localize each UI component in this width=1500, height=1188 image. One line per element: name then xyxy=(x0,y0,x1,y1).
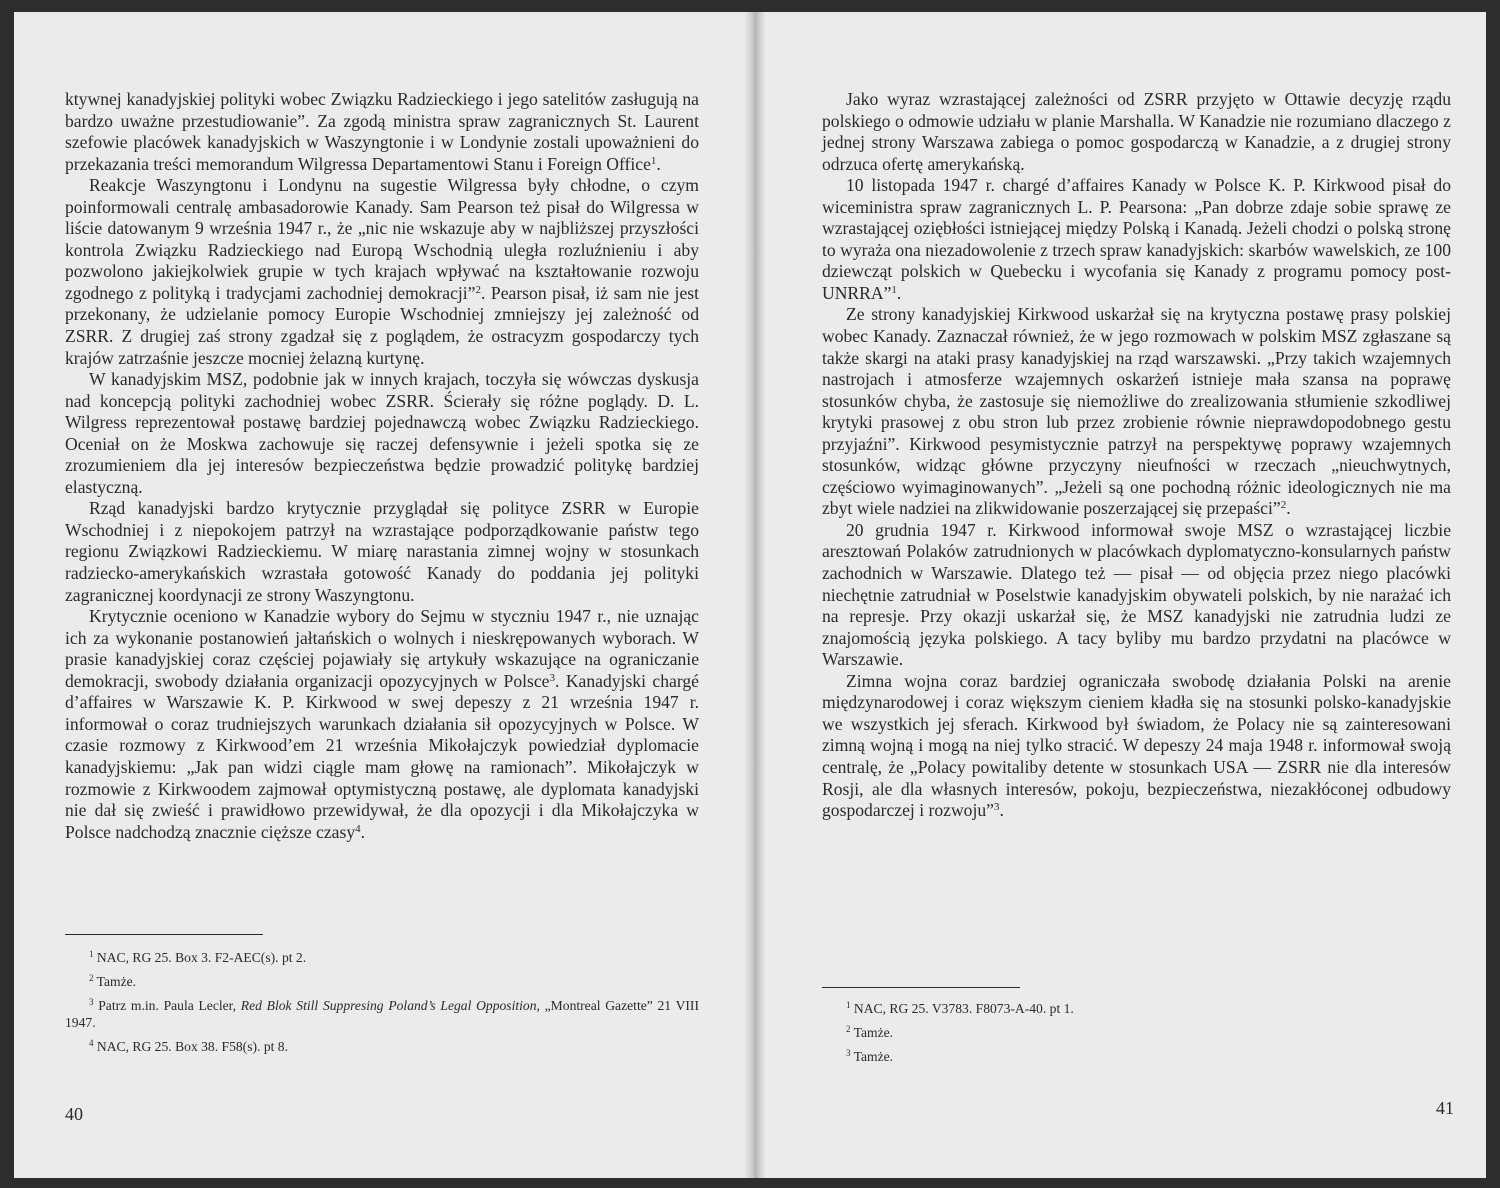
footnote: $^3$ Patrz m.in. Paula Lecler, Red Blok Still Suppresing Poland’s Legal Opposition, „Montreal Gazette” 21 VIII 1947. xyxy=(65,997,699,1030)
right-footnotes xyxy=(822,1000,1222,1072)
paragraph: Ze strony kanadyjskiej Kirkwood uskarżał się na krytyczna postawę prasy polskiej wobec Kanady. Zaznaczał również, że w jego rozmowach w polskim MSZ zgłaszane są także skargi na ataki prasy kanadyjskiej na rząd warszawski. „Przy takich wzajemnych nastrojach i atmosferze wzajemnych oskarżeń istnieje mała szansa na poprawę stosunków chyba, że zastosuje się niemożliwe do zrealizowania stłumienie szkodliwej krytyki prasowej z obu stron lub przez zrobienie równie nieprawdopodobnego gestu przyjaźni”. Kirkwood pesymistycznie patrzył na perspektywę poprawy wzajemnych stosunków, widząc główne przyczyny nieufności w rzeczach „nieuchwytnych, częściowo wyimaginowanych”. „Jeżeli są one pochodną różnic ideologicznych nie ma zbyt wiele nadziei na zlikwidowanie poszerzającej się przepaści”$^2$. xyxy=(822,304,1451,519)
paragraph: 10 listopada 1947 r. chargé d’affaires Kanady w Polsce K. P. Kirkwood pisał do wiceministra spraw zagranicznych L. P. Pearsona: „Pan dobrze zdaje sobie sprawę ze wzrastającej oziębłości istniejącej między Polską i Kanadą. Jeżeli chodzi o polską stronę to wyraża ona niezadowolenie z trzech spraw kanadyjskich: skarbów wawelskich, ze 100 dziewcząt polskich w Quebecku i wycofania się Kanady z programu pomocy post-UNRRA”$^1$. xyxy=(822,175,1451,303)
book-spread xyxy=(14,12,1486,1178)
paragraph: Zimna wojna coraz bardziej ograniczała swobodę działania Polski na arenie międzynarodowej i coraz większym cieniem kładła się na stosunki polsko-kanadyjskie we wszystkich jej sferach. Kirkwood był świadom, że Polacy nie są zainteresowani zimną wojną i mogą na niej tylko stracić. W depeszy 24 maja 1948 r. informował swoją centralę, że „Polacy powitaliby detente w stosunkach USA — ZSRR nie dla interesów Rosji, ale dla własnych interesów, pokoju, bezpieczeństwa, niezakłóconej odbudowy gospodarczej i rozwoju”$^3$. xyxy=(822,670,1451,821)
footnote-ref: 2 xyxy=(1280,499,1287,512)
footnote-ref: 1 xyxy=(650,154,657,167)
right-page xyxy=(766,12,1486,1178)
page-number: 40 xyxy=(65,1104,83,1124)
left-page-body xyxy=(65,89,699,843)
footnote: $^1$ NAC, RG 25. Box 3. F2-AEC(s). pt 2. xyxy=(89,949,307,965)
footnote-divider xyxy=(65,934,263,935)
paragraph: Reakcje Waszyngtonu i Londynu na sugestie Wilgressa były chłodne, o czym poinformowali centralę ambasadorowie Kanady. Sam Pearson też pisał do Wilgressa w liście datowanym 9 września 1947 r., że „nic nie wskazuje aby w najbliższej przyszłości kontrola Związku Radzieckiego nad Europą Wschodnią uległa rozluźnieniu i aby pozwolono jakiejkolwiek grupie w tych krajach wpływać na kształtowanie rozwoju zgodnego z polityką i tradycjami zachodniej demokracji”$^2$. Pearson pisał, iż sam nie jest przekonany, że udzielanie pomocy Europie Wschodniej zmniejszy jej zależność od ZSRR. Z drugiej zaś strony zgadzał się z poglądem, że ostracyzm gospodarczy tych krajów zatrzaśnie jeszcze mocniej żelazną kurtynę. xyxy=(65,175,699,368)
paragraph: 20 grudnia 1947 r. Kirkwood informował swoje MSZ o wzrastającej liczbie aresztowań Polaków zatrudnionych w placówkach dyplomatyczno-konsularnych państw zachodnich w Warszawie. Dlatego też — pisał — od objęcia przez niego placówki niechętnie zatrudniał w Poselstwie kanadyjskim obywateli polskich, by nie narażać ich na represje. Przy okazji uskarżał się, że MSZ kanadyjski nie zatrudnia ludzi ze znajomością języka polskiego. A tacy byliby mu bardzo przydatni na placówce w Warszawie. xyxy=(822,519,1451,670)
paragraph: W kanadyjskim MSZ, podobnie jak w innych krajach, toczyła się wówczas dyskusja nad koncepcją polityki zachodniej wobec ZSRR. Ścierały się różne poglądy. D. L. Wilgress reprezentował postawę bardziej pojednawczą wobec Związku Radzieckiego. Oceniał on że Moskwa zachowuje się raczej defensywnie i jeżeli spotka się ze zrozumieniem dla jej interesów bezpieczeństwa będzie prowadzić politykę bardziej elastyczną. xyxy=(65,369,699,497)
footnote: $^3$ Tamże. xyxy=(846,1048,894,1064)
paragraph: Krytycznie oceniono w Kanadzie wybory do Sejmu w styczniu 1947 r., nie uznając ich za wykonanie postanowień jałtańskich o wolnych i nieskrępowanych wyborach. W prasie kanadyjskiej coraz częściej pojawiały się artykuły wskazujące na ograniczanie demokracji, swobody działania organizacji opozycyjnych w Polsce$^3$. Kanadyjski chargé d’affaires w Warszawie K. P. Kirkwood w swej depeszy z 21 września 1947 r. informował o coraz trudniejszych warunkach działania sił opozycyjnych w Polsce. W czasie rozmowy z Kirkwood’em 21 września Mikołajczyk powiedział dyplomacie kanadyjskiemu: „Jak pan widzi ciągle mam głowę na ramionach”. Mikołajczyk w rozmowie z Kirkwoodem zajmował optymistyczną postawę, ale dyplomata kanadyjski nie dał się zwieść i prawidłowo przewidywał, że dla opozycji i dla Mikołajczyka w Polsce nadchodzą znacznie cięższe czasy$^4$. xyxy=(65,606,699,842)
right-page-body xyxy=(822,89,1451,822)
footnote-divider xyxy=(822,987,1020,988)
left-footnotes xyxy=(65,949,699,1062)
footnote-ref: 2 xyxy=(475,283,481,296)
footnote: $^2$ Tamże. xyxy=(846,1024,894,1040)
left-page xyxy=(14,12,744,1178)
footnote-ref: 3 xyxy=(549,671,555,684)
page-number: 41 xyxy=(1436,1098,1454,1118)
book-spine xyxy=(744,12,766,1178)
cited-title: Red Blok Still Suppresing Poland’s Legal Opposition, xyxy=(240,998,540,1013)
footnote: $^4$ NAC, RG 25. Box 38. F58(s). pt 8. xyxy=(89,1038,288,1054)
footnote-ref: 4 xyxy=(355,822,361,835)
footnote: $^2$ Tamże. xyxy=(89,973,137,989)
footnote-ref: 3 xyxy=(993,801,1000,814)
paragraph: Jako wyraz wzrastającej zależności od ZSRR przyjęto w Ottawie decyzję rządu polskiego o odmowie udziału w planie Marshalla. W Kanadzie nie rozumiano dlaczego z jednej strony Warszawa zabiega o pomoc gospodarczą w Kanadzie, a z drugiej strony odrzuca ofertę amerykańską. xyxy=(822,89,1451,174)
paragraph: ktywnej kanadyjskiej polityki wobec Związku Radzieckiego i jego satelitów zasługują na bardzo uważne przestudiowanie”. Za zgodą ministra spraw zagranicznych St. Laurent szefowie placówek kanadyjskich w Waszyngtonie i w Londynie zostali upoważnieni do przekazania treści memorandum Wilgressa Departamentowi Stanu i Foreign Office$^1$. xyxy=(65,89,699,174)
footnote-ref: 1 xyxy=(891,283,897,296)
footnote: $^1$ NAC, RG 25. V3783. F8073-A-40. pt 1. xyxy=(846,1000,1074,1016)
paragraph: Rząd kanadyjski bardzo krytycznie przyglądał się polityce ZSRR w Europie Wschodniej i z niepokojem patrzył na wzrastające podporządkowanie państw tego regionu Związkowi Radzieckiemu. W miarę narastania zimnej wojny w stosunkach radziecko-amerykańskich wzrastała gotowość Kanady do poddania jej polityki zagranicznej koordynacji ze strony Waszyngtonu. xyxy=(65,498,699,605)
